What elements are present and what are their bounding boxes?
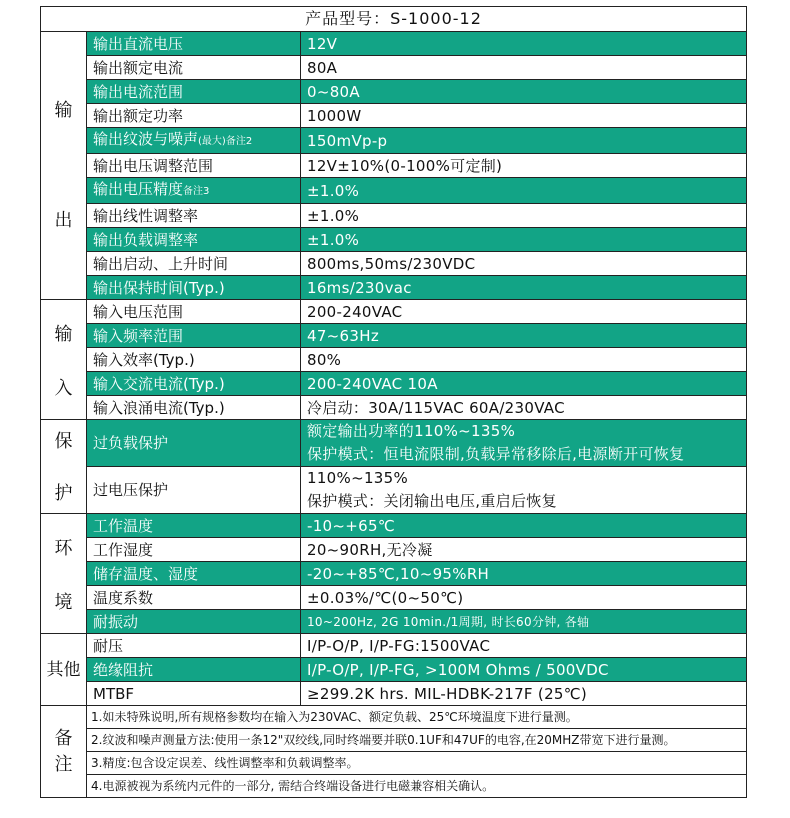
spec-value: 冷启动：30A/115VAC 60A/230VAC: [301, 396, 747, 420]
spec-row: [41, 562, 747, 586]
spec-key: 温度系数: [87, 586, 301, 610]
spec-value: 12V±10%(0-100%可定制): [301, 154, 747, 178]
spec-key-note: 备注3: [183, 186, 210, 197]
spec-row: [41, 420, 747, 467]
spec-key: 输入频率范围: [87, 324, 301, 348]
spec-value: 0~80A: [301, 80, 747, 104]
note-item: 1.如未特殊说明,所有规格参数均在输入为230VAC、额定负载、25℃环境温度下进行量测。: [87, 706, 746, 729]
note-item: 2.纹波和噪声测量方法:使用一条12"双绞线,同时终端要并联0.1UF和47UF的电容,在20MHZ带宽下进行量测。: [87, 729, 746, 752]
spec-row: [41, 252, 747, 276]
spec-value: 80A: [301, 56, 747, 80]
spec-value: 200-240VAC: [301, 300, 747, 324]
spec-row: [41, 324, 747, 348]
spec-key: 输入交流电流(Typ.): [87, 372, 301, 396]
section-label-output: 输 出: [41, 32, 87, 300]
spec-row: [41, 32, 747, 56]
spec-key: 输出电压精度备注3: [87, 178, 301, 204]
spec-value: ±1.0%: [301, 178, 747, 204]
spec-key: 耐压: [87, 634, 301, 658]
spec-row: [41, 586, 747, 610]
spec-key: 输出电流范围: [87, 80, 301, 104]
spec-key: 过电压保护: [87, 467, 301, 514]
spec-value: 80%: [301, 348, 747, 372]
section-label-other: 其他: [41, 634, 87, 706]
spec-key: 输入浪涌电流(Typ.): [87, 396, 301, 420]
spec-key: 输出额定功率: [87, 104, 301, 128]
spec-key: 工作湿度: [87, 538, 301, 562]
spec-row: [41, 682, 747, 706]
notes-list: [87, 706, 747, 798]
spec-row: [41, 300, 747, 324]
spec-value: 800ms,50ms/230VDC: [301, 252, 747, 276]
product-title: 产品型号：S-1000-12: [41, 7, 747, 32]
spec-value: 200-240VAC 10A: [301, 372, 747, 396]
spec-value-line: 保护模式：关闭输出电压,重启后恢复: [307, 492, 557, 510]
spec-row: [41, 514, 747, 538]
note-item: 3.精度:包含设定误差、线性调整率和负载调整率。: [87, 752, 746, 775]
section-label-input: 输 入: [41, 300, 87, 420]
spec-key: 输出纹波与噪声(最大)备注2: [87, 128, 301, 154]
spec-row: [41, 178, 747, 204]
section-label-protection: 保 护: [41, 420, 87, 514]
spec-row: [41, 154, 747, 178]
spec-value: -20~+85℃,10~95%RH: [301, 562, 747, 586]
spec-row: [41, 80, 747, 104]
spec-key: 工作温度: [87, 514, 301, 538]
spec-value: I/P-O/P, I/P-FG:1500VAC: [301, 634, 747, 658]
spec-key: 输出负载调整率: [87, 228, 301, 252]
spec-row: [41, 538, 747, 562]
spec-value: [301, 467, 747, 514]
spec-row: [41, 467, 747, 514]
spec-value: 47~63Hz: [301, 324, 747, 348]
spec-row: [41, 348, 747, 372]
spec-value: ±0.03%/℃(0~50℃): [301, 586, 747, 610]
spec-key: 输出额定电流: [87, 56, 301, 80]
spec-value-line: 保护模式：恒电流限制,负载异常移除后,电源断开可恢复: [307, 445, 685, 463]
spec-row: [41, 372, 747, 396]
spec-row: [41, 396, 747, 420]
spec-row: [41, 276, 747, 300]
spec-key: 输出直流电压: [87, 32, 301, 56]
spec-row: [41, 658, 747, 682]
spec-sheet: [40, 6, 746, 798]
spec-row: [41, 634, 747, 658]
spec-key: 输出保持时间(Typ.): [87, 276, 301, 300]
spec-key: 耐振动: [87, 610, 301, 634]
spec-value-line: 110%~135%: [307, 469, 409, 487]
note-item: 4.电源被视为系统内元件的一部分, 需结合终端设备进行电磁兼容相关确认。: [91, 779, 495, 793]
title-row: [41, 7, 747, 32]
spec-key: 输入电压范围: [87, 300, 301, 324]
spec-row: [41, 610, 747, 634]
spec-key: 输出线性调整率: [87, 204, 301, 228]
spec-row: [41, 228, 747, 252]
spec-table: [40, 6, 747, 798]
spec-value: 20~90RH,无冷凝: [301, 538, 747, 562]
section-label-notes: 备 注: [41, 706, 87, 798]
spec-key-note: (最大)备注2: [198, 136, 253, 147]
spec-value-line: 额定输出功率的110%~135%: [307, 422, 516, 440]
section-label-environment: 环 境: [41, 514, 87, 634]
spec-value: 16ms/230vac: [301, 276, 747, 300]
spec-row: [41, 204, 747, 228]
spec-key: MTBF: [87, 682, 301, 706]
spec-row: [41, 104, 747, 128]
spec-value: I/P-O/P, I/P-FG, >100M Ohms / 500VDC: [301, 658, 747, 682]
spec-value: 1000W: [301, 104, 747, 128]
spec-key: 输出启动、上升时间: [87, 252, 301, 276]
spec-value: 10~200Hz, 2G 10min./1周期, 时长60分钟, 各轴: [301, 610, 747, 634]
spec-key: 储存温度、湿度: [87, 562, 301, 586]
spec-value: 12V: [301, 32, 747, 56]
spec-value: -10~+65℃: [301, 514, 747, 538]
notes-row: [41, 706, 747, 798]
spec-key: 输入效率(Typ.): [87, 348, 301, 372]
spec-value: ±1.0%: [301, 228, 747, 252]
spec-value: 150mVp-p: [301, 128, 747, 154]
spec-value: ≥299.2K hrs. MIL-HDBK-217F (25℃): [301, 682, 747, 706]
spec-key: 过负载保护: [87, 420, 301, 467]
spec-row: [41, 56, 747, 80]
spec-row: [41, 128, 747, 154]
spec-value: ±1.0%: [301, 204, 747, 228]
spec-key: 输出电压调整范围: [87, 154, 301, 178]
spec-value: [301, 420, 747, 467]
spec-key: 绝缘阻抗: [87, 658, 301, 682]
